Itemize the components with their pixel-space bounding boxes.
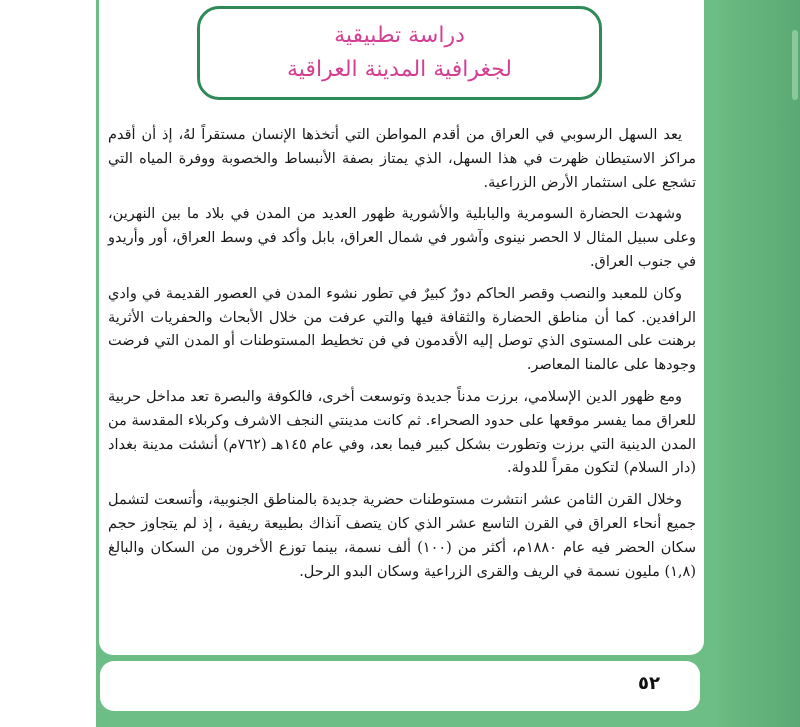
title-line-2: لجغرافية المدينة العراقية <box>287 57 512 82</box>
page-number: ٥٢ <box>638 673 660 694</box>
scroll-handle[interactable] <box>792 30 798 100</box>
paragraph-5: وخلال القرن الثامن عشر انتشرت مستوطنات حضرية جديدة بالمناطق الجنوبية، وأتسعت لتشمل جميع أنحاء العراق في القرن التاسع عشر الذي كان يتصف آنذاك بطبيعة ريفية ، إذ لم يتجاوز حجم سكان الحضر فيه عام ١٨٨٠م، أكثر من (١٠٠) ألف نسمة، بينما توزع الأخرون من السكان والبالغ (١,٨) مليون نسمة في الريف والقرى الزراعية وسكان البدو الرحل. <box>108 492 696 580</box>
right-margin <box>718 0 800 727</box>
body-text <box>108 124 696 592</box>
paragraph-1: يعد السهل الرسوبي في العراق من أقدم المواطن التي أتخذها الإنسان مستقراً لهُ، إذ أن أقدم مراكز الاستيطان ظهرت في هذا السهل، الذي يمتاز بصفة الأنبساط والخصوبة ووفرة المياه التي تشجع على استثمار الأرض الزراعية. <box>108 127 696 191</box>
left-margin <box>0 0 96 727</box>
title-box <box>197 6 602 100</box>
paragraph-4: ومع ظهور الدين الإسلامي، برزت مدناً جديدة وتوسعت أخرى، فالكوفة والبصرة تعد مداخل حربية للعراق مما يفسر موقعها على حدود الصحراء. ثم كانت مدينتي النجف الاشرف وكربلاء المقدسة من المدن الدينية التي برزت وتطورت بشكل كبير فيما بعد، وفي عام ١٤٥هـ (٧٦٢م) أنشئت مدينة بغداد (دار السلام) لتكون مقراً للدولة. <box>108 388 696 477</box>
paragraph-3: وكان للمعبد والنصب وقصر الحاكم دورٌ كبيرٌ في تطور نشوء المدن في العصور القديمة في وادي الرافدين. كما أن مناطق الحضارة والثقافة فيها والتي عرفت من خلال الأبحاث والحفريات الأثرية برهنت على المستوى الذي توصل إليه الأقدمون في فن تخطيط المستوطنات أو المدن التي فرضت وجودها على عالمنا المعاصر. <box>108 285 696 374</box>
paragraph-2: وشهدت الحضارة السومرية والبابلية والأشورية ظهور العديد من المدن في بلاد ما بين النهرين، وعلى سبيل المثال لا الحصر نينوى وآشور في شمال العراق، بابل وأكد في وسط العراق، أور وأريدو في جنوب العراق. <box>108 206 696 270</box>
page-footer <box>100 661 700 711</box>
title-line-1: دراسة تطبيقية <box>334 23 465 48</box>
